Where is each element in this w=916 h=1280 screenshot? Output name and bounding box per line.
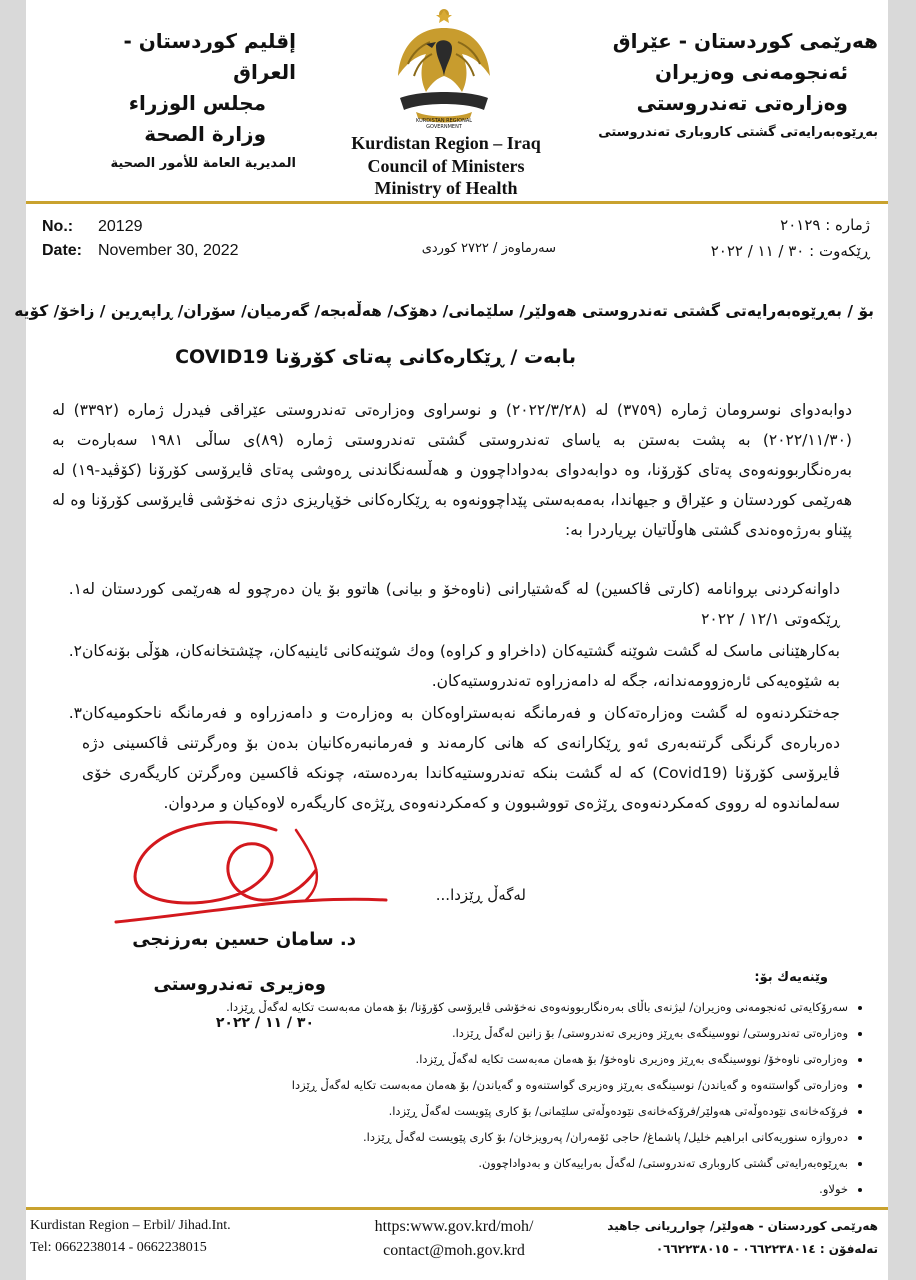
header-english xyxy=(326,132,566,200)
footer-address-en xyxy=(30,1215,310,1258)
header-ar-line-1: إقليم كوردستان - العراق xyxy=(123,29,296,84)
no-label: No.: xyxy=(42,218,74,235)
decision-list xyxy=(52,574,852,818)
scan-frame-left xyxy=(0,0,26,1280)
recipients-line: بۆ / بەڕێوەبەرایەتی گشتی تەندروستی هەولێر/ سلێمانی/ دهۆک/ هەڵەبجە/ گەرمیان/ سۆران/ ڕاپەڕین / زاخۆ/ کۆیە xyxy=(14,302,874,320)
header-ku-line-4: بەڕێوەبەرایەتی گشتی کاروباری تەندروستی xyxy=(598,125,878,140)
header-ku-line-2: ئەنجومەنی وەزیران xyxy=(655,60,848,84)
subject-line: بابەت / ڕێکارەکانی پەتای کۆرۆنا COVID19 xyxy=(175,346,576,368)
website-link[interactable]: https:www.gov.krd/moh/ xyxy=(374,1218,534,1235)
cc-item: • دەروازە سنوریەکانی ابراهیم خلیل/ پاشماغ/ حاجی ئۆمەران/ پەرویزخان/ بۆ کاری پێویست لەگەڵ ڕێزدا. xyxy=(88,1124,848,1150)
header-rule xyxy=(26,201,888,204)
intro-paragraph: دوابەدوای نوسرومان ژمارە (٣٧٥٩) لە (٢٠٢٢/٣/٢٨) و نوسراوی وەزارەتی تەندروستی عێراقی فیدرل ژمارە (٣٣٩٢) لە (٢٠٢٢/١١/٣٠) بە پشت بەستن بە یاسای تەندروستی گشتی تەندروستی ژمارە (٨٩)ی ساڵی ١٩٨١ سەبارەت بە بەرەنگاربوونەوەی پەتای کۆرۆنا، وە دوابەدوای بەدواداچوون و هەڵسەنگاندنی ڕەوشی پەتای ڤایرۆسی کۆرۆنا (کۆڤید-١٩) لە هەرێمی کوردستان و عێراق و جیهاندا، بەمەبەستی پێداچوونەوە بە ڕێکارەکانی خۆپاریزی دژی نەخۆشی ڤایرۆسی کۆرۆنا وە لە پێناو بەرژەوەندی گشتی هاوڵاتیان بڕیاردرا بە: xyxy=(52,401,853,539)
emblem-caption: KURDISTAN REGIONAL GOVERNMENT xyxy=(415,118,473,130)
zhmara-line: ژمارە : ٢٠١٢٩ xyxy=(780,216,870,234)
header-ku-line-3: وەزارەتی تەندروستی xyxy=(636,91,848,115)
cc-item: • وەزارەتی تەندروستی/ نووسینگەی بەڕێز وەزیری تەندروستی/ بۆ زانین لەگەڵ ڕێزدا. xyxy=(88,1020,848,1046)
decision-item xyxy=(52,636,852,696)
header-en-line-2: Council of Ministers xyxy=(367,155,525,176)
footer-en-line-2: Tel: 0662238014 - 0662238015 xyxy=(30,1239,207,1255)
header-ar-line-4: المديرية العامة للأمور الصحية xyxy=(110,156,296,171)
decision-number: ٢. xyxy=(68,642,82,660)
cc-label: وێنەیەك بۆ: xyxy=(754,970,828,985)
date-label: Date: xyxy=(42,242,83,259)
decision-number: ١. xyxy=(68,580,82,598)
rekawt-line: ڕێکەوت : ٣٠ / ١١ / ٢٠٢٢ xyxy=(710,242,870,260)
cc-item: • خولاو. xyxy=(88,1176,848,1202)
header-ar-line-3: وزارة الصحة xyxy=(144,122,266,146)
header-arabic xyxy=(66,26,296,174)
footer-ku-line-1: هەرێمی کوردستان - هەولێر/ چوارڕیانی جاهید xyxy=(607,1219,878,1233)
cc-item: • وەزارەتی ناوەخۆ/ نووسینگەی بەڕێز وەزیری ناوەخۆ/ بۆ هەمان مەبەست تکایە لەگەڵ ڕێزدا. xyxy=(88,1046,848,1072)
footer-rule xyxy=(26,1207,888,1210)
signature-scribble xyxy=(66,800,406,940)
closing-line: لەگەڵ ڕێزدا... xyxy=(435,886,526,904)
document-page xyxy=(14,0,888,1280)
cc-item: • بەڕێوەبەرایەتی گشتی کاروباری تەندروستی/ لەگەڵ بەراییەکان و بەدواداچوون. xyxy=(88,1150,848,1176)
header-kurdish xyxy=(578,26,878,143)
signature-date: ٣٠ / ١١ / ٢٠٢٢ xyxy=(215,1015,314,1031)
decision-text: داوانەکردنی بڕوانامە (کارتی ڤاکسین) لە گەشتیارانی (ناوەخۆ و بیانی) هاتوو بۆ یان دەرچوو لە هەرێمی کوردستان لە ڕێکەوتی ١٢/١ / ٢٠٢٢ xyxy=(82,580,840,628)
scan-frame-right xyxy=(888,0,916,1280)
footer-address-ku xyxy=(588,1215,878,1261)
ref-block-ku xyxy=(650,212,870,264)
footer-en-line-1: Kurdistan Region – Erbil/ Jihad.Int. xyxy=(30,1218,231,1233)
header-en-line-3: Ministry of Health xyxy=(374,178,518,198)
signatory-title: وەزیری تەندروستی xyxy=(153,974,326,995)
ref-block-en xyxy=(42,218,342,266)
krg-emblem xyxy=(386,6,502,130)
cc-item: • سەرۆکایەتی ئەنجومەنی وەزیران/ لیژنەی باڵای بەرەنگاربوونەوەی نەخۆشی ڤایرۆسی کۆرۆنا/ بۆ هەمان مەبەست تکایە لەگەڵ ڕێزدا. xyxy=(88,994,848,1020)
cc-list xyxy=(88,994,870,1202)
footer-contact xyxy=(344,1215,564,1263)
decision-text: بەکارهێنانی ماسک لە گشت شوێنە گشتیەکان (داخراو و کراوە) وەك شوێنەکانی ئاینیەکان، چێشتخانەکان، هۆڵی بۆنەکان بە شێوەیەکی ئارەزوومەندانە، جگە لە دامەزراوە تەندروستیەکان. xyxy=(82,642,840,690)
footer-ku-line-2: تەلەفۆن : ٠٦٦٢٢٣٨٠١٤ - ٠٦٦٢٢٣٨٠١٥ xyxy=(655,1241,878,1256)
decision-text: جەختکردنەوە لە گشت وەزارەتەکان و فەرمانگە نەبەستراوەکان بە وەزارەت و دامەزراوە و فەرمانگە ناحکومیەکان دەربارەی گرنگی گرتنەبەری ئەو ڕێکارانەی کە هانی کارمەند و فەرمانبەرەکانیان بدەن بۆ وەرگرتنی ڤاکسینی دژە ڤایرۆسی کۆرۆنا (Covid19) کە لە گشت بنکە تەندروستیەکاندا بەردەستە، چونکە ڤاکسین وەرگرتن کاریگەری خۆی سەلماندوە لە رووی کەمکردنەوەی ڕێژەی تووشبوون و کەمکردنەوەی ڕێژەی کاریگەرە لاوەکیان و مردوان. xyxy=(82,704,841,812)
no-value: 20129 xyxy=(98,218,143,235)
cc-item: • فرۆکەخانەی نێودەوڵەتی هەولێر/فرۆکەخانەی نێودەوڵەتی سلێمانی/ بۆ کاری پێویست لەگەڵ ڕێزدا. xyxy=(88,1098,848,1124)
kurdish-calendar-date: سەرماوەز / ٢٧٢٢ کوردی xyxy=(421,241,556,256)
cc-item: • وەزارەتی گواستنەوە و گەیاندن/ نوسینگەی بەڕێز وەزیری گواستنەوە و گەیاندن/ بۆ هەمان مەبەست تکایە لەگەڵ ڕێزدا xyxy=(88,1072,848,1098)
header-ar-line-2: مجلس الوزراء xyxy=(128,91,266,115)
eagle-emblem-icon xyxy=(386,6,502,130)
signatory-name: د. سامان حسین بەرزنجی xyxy=(132,929,356,950)
decision-number: ٣. xyxy=(68,704,82,722)
header-en-line-1: Kurdistan Region – Iraq xyxy=(351,133,541,153)
email-link[interactable]: contact@moh.gov.krd xyxy=(383,1242,525,1259)
decision-item xyxy=(52,574,852,634)
header-ku-line-1: هەرێمی کوردستان - عێراق xyxy=(612,29,878,53)
date-value: November 30, 2022 xyxy=(98,242,239,259)
